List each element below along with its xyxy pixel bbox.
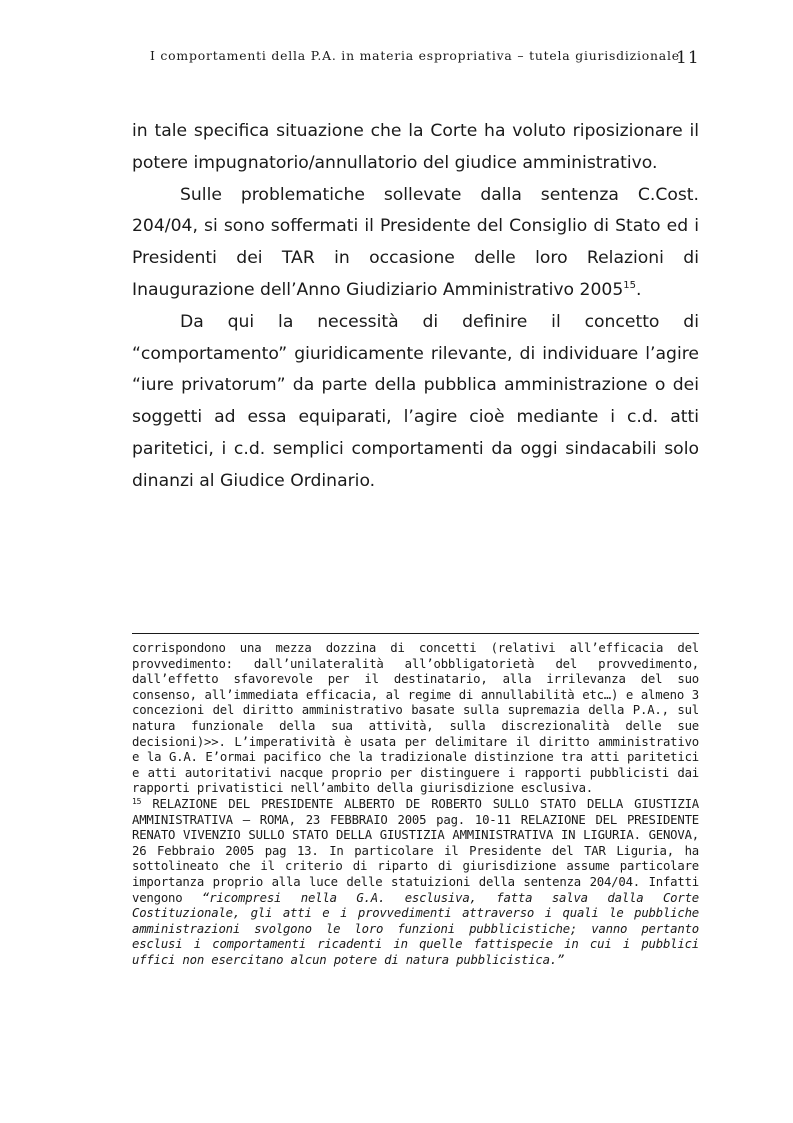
paragraph-text: Sulle problematiche sollevate dalla sentenza C.Cost. 204/04, si sono soffermati il Presidente del Consiglio di Stato ed i Presidenti dei TAR in occasione delle loro Relazioni di Inaugurazione dell’Anno Giudiziario Amministrativo 2005 xyxy=(132,184,699,300)
paragraph: Da qui la necessità di definire il concetto di “comportamento” giuridicamente rilevante, di individuare l’agire “iure privatorum” da parte della pubblica amministrazione o dei soggetti ad essa equiparati, l’agire cioè mediante i c.d. atti paritetici, i c.d. semplici comportamenti da oggi sindacabili solo dinanzi al Giudice Ordinario. xyxy=(132,311,699,491)
running-header: I comportamenti della P.A. in materia espropriativa – tutela giurisdizionale xyxy=(150,48,680,63)
footnote-reference[interactable]: 15 xyxy=(623,279,636,291)
paragraph-end: . xyxy=(636,279,642,300)
footnote-continuation: corrispondono una mezza dozzina di concetti (relativi all’efficacia del provvedimento: dall’unilateralità all’obbligatorietà del provvedimento, dall’effetto sfavorevole per il destinatario, alla irrilevanza del suo consenso, all’immediata efficacia, al regime di annullabilità etc…) e almeno 3 concezioni del diritto amministrativo basate sulla supremazia della P.A., sul natura funzionale della sua attività, sulla discrezionalità delle sue decisioni)>>. L’imperatività è usata per delimitare il diritto amministrativo e la G.A. E’ormai pacifico che la tradizionale distinzione tra atti paritetici e atti autoritativi nacque proprio per distinguere i rapporti pubblicisti dai rapporti privatistici nell’ambito della giurisdizione esclusiva. xyxy=(132,641,699,796)
footnote-separator xyxy=(132,633,699,634)
footnote-15 xyxy=(132,797,699,969)
paragraph: in tale specifica situazione che la Corte ha voluto riposizionare il potere impugnatorio/annullatorio del giudice amministrativo. xyxy=(132,121,699,173)
footnote-number: 15 xyxy=(132,796,142,806)
footnotes xyxy=(132,641,699,968)
main-text xyxy=(132,116,699,498)
page-number: 11 xyxy=(676,48,700,68)
footnote-quote: “ricompresi nella G.A. esclusiva, fatta salva dalla Corte Costituzionale, gli atti e i provvedimenti attraverso i quali le pubbliche amministrazioni svolgono le loro funzioni pubblicistiche; vanno pertanto esclusi i comportamenti ricadenti in quelle fattispecie in cui i pubblici uffici non esercitano alcun potere di natura pubblicistica.” xyxy=(132,890,699,967)
footnote-text: RELAZIONE DEL PRESIDENTE ALBERTO DE ROBERTO SULLO STATO DELLA GIUSTIZIA AMMINISTRATIVA – ROMA, 23 FEBBRAIO 2005 pag. 10-11 RELAZIONE DEL PRESIDENTE RENATO VIVENZIO SULLO STATO DELLA GIUSTIZIA AMMINISTRATIVA IN LIGURIA. GENOVA, 26 Febbraio 2005 pag 13. In particolare il Presidente del TAR Liguria, ha sottolineato che il criterio di riparto di giurisdizione assume particolare importanza proprio alla luce delle statuizioni della sentenza 204/04. Infatti vengono xyxy=(132,796,699,905)
paragraph xyxy=(132,180,699,307)
